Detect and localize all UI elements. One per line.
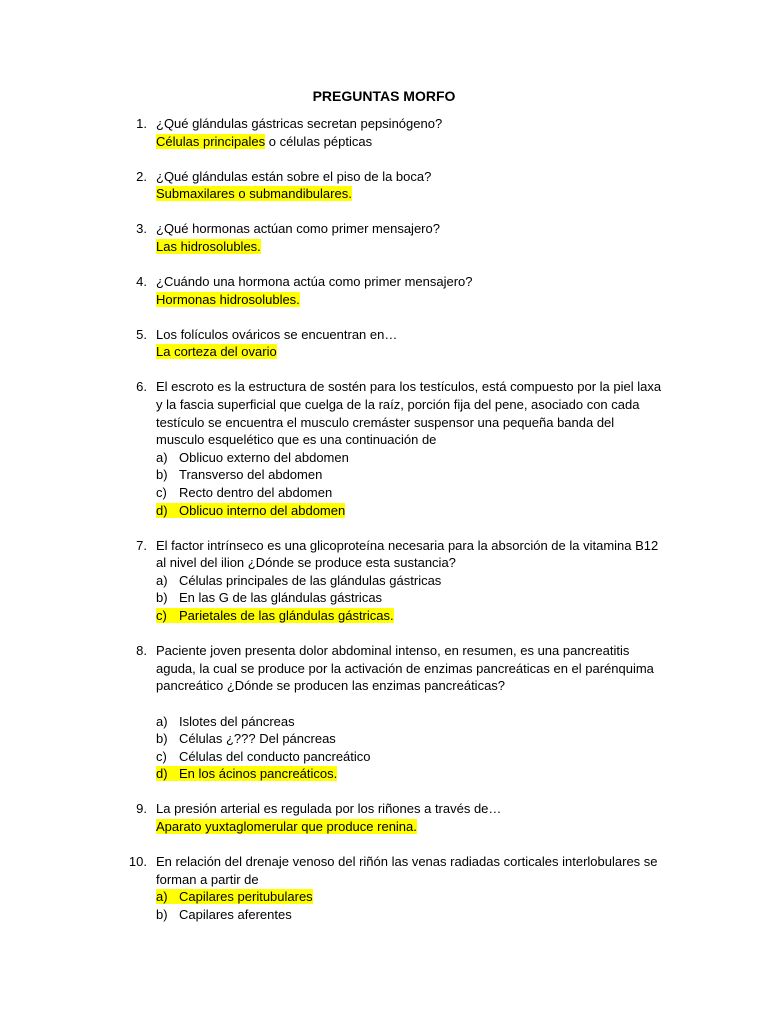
question-text-line: El factor intrínseco es una glicoproteína necesaria para la absorción de la vitamina B12	[156, 537, 659, 553]
option-letter: d)	[156, 766, 168, 782]
question-9	[0, 800, 768, 835]
option-a-correct	[156, 888, 660, 906]
question-number: 1.	[136, 116, 147, 131]
option-text: Capilares aferentes	[179, 906, 292, 922]
question-1	[0, 115, 768, 150]
option-letter: b)	[156, 906, 168, 922]
option-b	[156, 589, 660, 607]
option-a	[156, 449, 660, 467]
option-text: Transverso del abdomen	[179, 467, 323, 483]
option-b	[156, 906, 660, 924]
question-number: 6.	[136, 379, 147, 395]
question-text-line: testículo se encuentra el musculo cremáster suspensor una pequeña banda del	[156, 414, 615, 430]
question-number: 10.	[128, 854, 147, 870]
question-4	[0, 273, 768, 308]
question-text-line: forman a partir de	[156, 871, 259, 887]
answer-highlight: Submaxilares o submandibulares.	[156, 186, 352, 202]
option-c-correct	[156, 607, 660, 625]
option-text: Oblicuo externo del abdomen	[179, 449, 349, 465]
option-list	[156, 713, 660, 783]
option-letter: b)	[156, 590, 168, 606]
answer	[156, 291, 660, 309]
option-text: Islotes del páncreas	[179, 713, 295, 729]
option-text: Parietales de las glándulas gástricas.	[179, 608, 394, 624]
option-text: En las G de las glándulas gástricas	[179, 590, 383, 606]
question-number: 3.	[136, 221, 147, 237]
answer-highlight: Las hidrosolubles.	[156, 238, 261, 254]
answer	[156, 818, 660, 836]
question-text-line: Paciente joven presenta dolor abdominal intenso, en resumen, es una pancreatitis	[156, 643, 630, 659]
option-list	[156, 449, 660, 519]
option-letter: a)	[156, 889, 168, 905]
answer	[156, 343, 660, 361]
option-list	[156, 888, 660, 923]
document-title: PREGUNTAS MORFO	[312, 88, 456, 104]
option-letter: c)	[156, 608, 167, 624]
question-10	[0, 853, 768, 923]
question-7	[0, 537, 768, 625]
option-a	[156, 572, 660, 590]
option-letter: a)	[156, 572, 168, 588]
question-6	[0, 378, 768, 519]
question-5	[0, 326, 768, 361]
option-b	[156, 730, 660, 748]
answer-highlight: Hormonas hidrosolubles.	[156, 291, 300, 307]
question-text: ¿Qué glándulas están sobre el piso de la boca?	[156, 168, 432, 184]
option-b	[156, 466, 660, 484]
question-number: 8.	[136, 643, 147, 659]
answer-highlight: Células principales	[156, 133, 266, 149]
question-text-line: al nivel del ilion ¿Dónde se produce esta sustancia?	[156, 555, 456, 571]
question-8	[0, 642, 768, 783]
blank-line	[156, 695, 660, 713]
question-text: La presión arterial es regulada por los riñones a través de…	[156, 801, 502, 817]
option-letter: b)	[156, 731, 168, 747]
option-a	[156, 713, 660, 731]
option-text: Oblicuo interno del abdomen	[179, 502, 346, 518]
option-letter: b)	[156, 467, 168, 483]
option-d-correct	[156, 502, 660, 520]
answer-highlight: Aparato yuxtaglomerular que produce renina.	[156, 819, 417, 834]
question-text: ¿Cuándo una hormona actúa como primer mensajero?	[156, 274, 473, 290]
question-3	[0, 220, 768, 255]
question-text-line: y la fascia superficial que cuelga de la raíz, porción fija del pene, asociado con cada	[156, 397, 640, 413]
question-number: 7.	[136, 537, 147, 553]
option-text: Células principales de las glándulas gástricas	[179, 572, 442, 588]
option-text: En los ácinos pancreáticos.	[179, 766, 338, 782]
option-text: Capilares peritubulares	[179, 889, 313, 905]
answer-highlight: La corteza del ovario	[156, 344, 277, 360]
question-text-line: En relación del drenaje venoso del riñón las venas radiadas corticales interlobulares se	[156, 854, 658, 870]
option-d-correct	[156, 765, 660, 783]
answer-rest: o células pépticas	[265, 133, 373, 149]
question-text-line: El escroto es la estructura de sostén para los testículos, está compuesto por la piel laxa	[156, 379, 662, 395]
option-letter: a)	[156, 449, 168, 465]
question-text: ¿Qué hormonas actúan como primer mensajero?	[156, 221, 440, 237]
question-text: Los folículos ováricos se encuentran en…	[156, 326, 398, 342]
answer	[156, 185, 660, 203]
question-list	[0, 115, 768, 941]
option-text: Recto dentro del abdomen	[179, 485, 333, 500]
question-number: 9.	[136, 801, 147, 817]
option-letter: a)	[156, 713, 168, 729]
option-list	[156, 572, 660, 625]
answer	[156, 238, 660, 256]
question-text: ¿Qué glándulas gástricas secretan pepsinógeno?	[156, 116, 443, 131]
option-text: Células ¿??? Del páncreas	[179, 731, 336, 747]
option-letter: c)	[156, 748, 167, 764]
answer	[156, 133, 660, 151]
question-2	[0, 168, 768, 203]
option-c	[156, 484, 660, 502]
question-text-line: aguda, la cual se produce por la activación de enzimas pancreáticas en el parénquima	[156, 660, 654, 676]
option-letter: d)	[156, 502, 168, 518]
question-text-line: musculo esquelético que es una continuación de	[156, 432, 437, 448]
question-text-line: pancreático ¿Dónde se producen las enzimas pancreáticas?	[156, 678, 506, 694]
question-number: 5.	[136, 326, 147, 342]
option-letter: c)	[156, 485, 167, 500]
question-number: 4.	[136, 274, 147, 290]
option-text: Células del conducto pancreático	[179, 748, 371, 764]
question-number: 2.	[136, 168, 147, 184]
option-c	[156, 748, 660, 766]
